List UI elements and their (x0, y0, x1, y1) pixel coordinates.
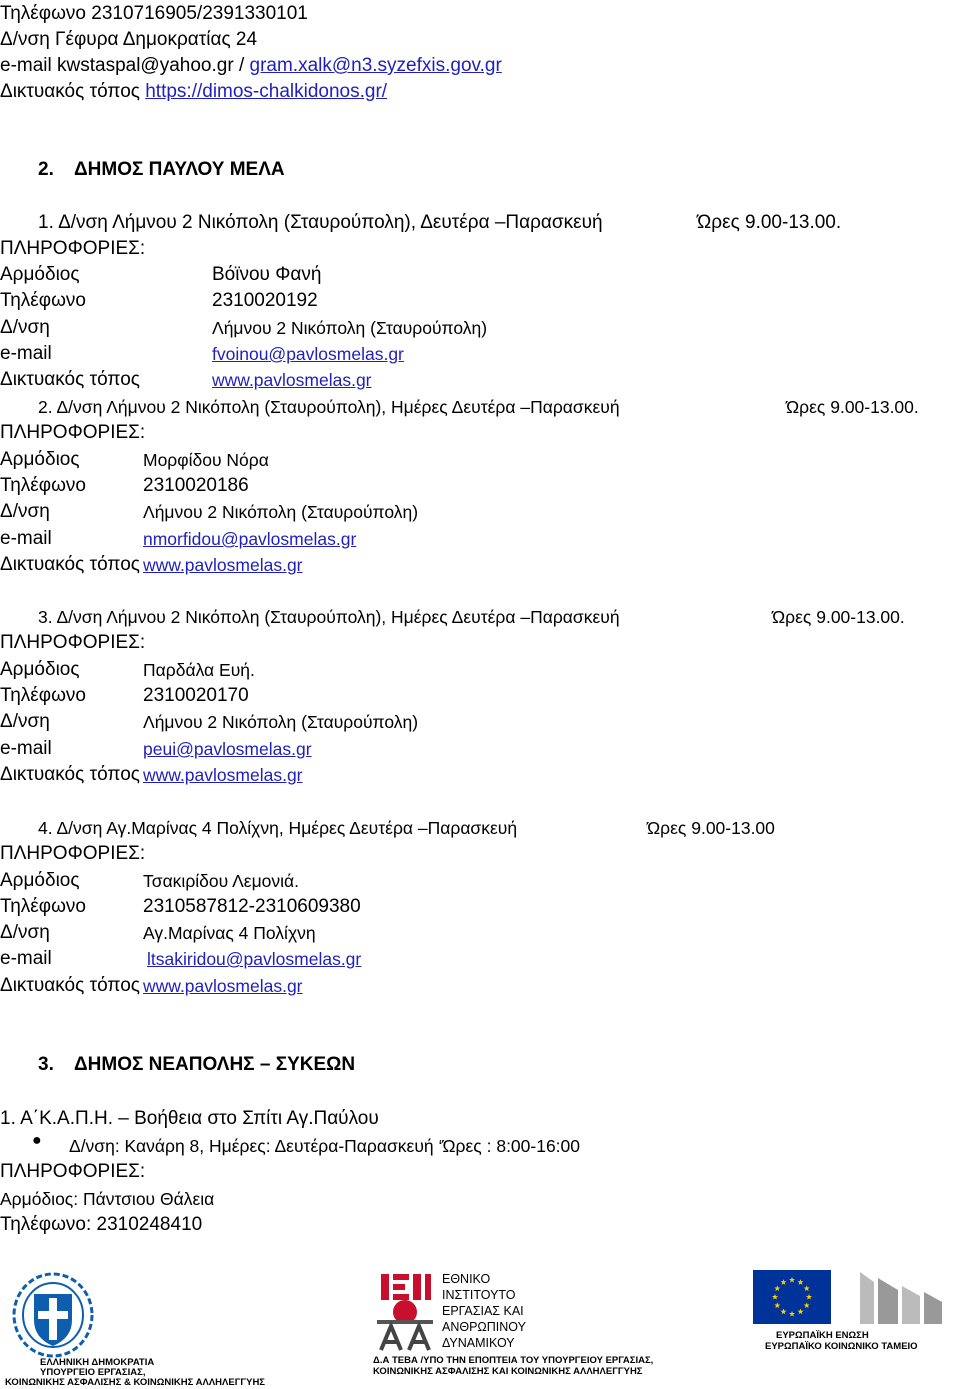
section2-title: ΔΗΜΟΣ ΠΑΥΛΟΥ ΜΕΛΑ (74, 159, 285, 180)
entry2-address-label: Δ/νση (0, 501, 50, 522)
entry4-heading: 4. Δ/νση Αγ.Μαρίνας 4 Πολίχνη, Ημέρες Δευτέρα –Παρασκευή (38, 818, 518, 838)
top-phone: Τηλέφωνο 2310716905/2391330101 (0, 3, 308, 24)
eiead-logo (375, 1270, 435, 1352)
entry3-heading: 3. Δ/νση Λήμνου 2 Νικόπολη (Σταυρούπολη), Ημέρες Δευτέρα –Παρασκευή (38, 607, 620, 627)
top-email-prefix: e-mail kwstaspal@yahoo.gr / (0, 55, 250, 76)
entry2-website[interactable]: www.pavlosmelas.gr (143, 555, 303, 575)
entry4-phone: 2310587812-2310609380 (143, 896, 361, 917)
footer-right-line1: ΕΥΡΩΠΑΪΚΗ ΕΝΩΣΗ (776, 1330, 869, 1341)
entry4-responsible-label: Αρμόδιος (0, 870, 80, 891)
section3-phone: Τηλέφωνο: 2310248410 (0, 1214, 203, 1235)
entry4-phone-label: Τηλέφωνο (0, 896, 86, 917)
eiead-text-2: ΙΝΣΤΙΤΟΥΤΟ (442, 1288, 516, 1302)
entry2-info: ΠΛΗΡΟΦΟΡΙΕΣ: (0, 422, 146, 443)
eiead-text-5: ΔΥΝΑΜΙΚΟΥ (442, 1336, 515, 1350)
eiead-logo-text (442, 1271, 526, 1351)
entry3-email-label: e-mail (0, 738, 52, 759)
footer-right-line2: ΕΥΡΩΠΑΪΚΟ ΚΟΙΝΩΝΙΚΟ ΤΑΜΕΙΟ (765, 1341, 918, 1352)
section3-number: 3. (38, 1054, 54, 1075)
entry1-address-label: Δ/νση (0, 317, 50, 338)
section3-bullet-text: Δ/νση: Κανάρη 8, Ημέρες: Δευτέρα-Παρασκευή ‘Ώρες : 8:00-16:00 (69, 1136, 581, 1156)
entry1-info: ΠΛΗΡΟΦΟΡΙΕΣ: (0, 238, 146, 259)
greek-coat-of-arms-logo (12, 1272, 94, 1358)
entry1-phone: 2310020192 (212, 290, 318, 311)
top-website-line (0, 79, 387, 105)
entry1-address: Λήμνου 2 Νικόπολη (Σταυρούπολη) (212, 318, 488, 338)
section3-title: ΔΗΜΟΣ ΝΕΑΠΟΛΗΣ – ΣΥΚΕΩΝ (74, 1054, 356, 1075)
entry4-responsible: Τσακιρίδου Λεμονιά. (143, 871, 300, 891)
eiead-text-4: ΑΝΘΡΩΠΙΝΟΥ (442, 1320, 526, 1334)
section2-number: 2. (38, 159, 54, 180)
top-website-link[interactable]: https://dimos-chalkidonos.gr/ (145, 81, 388, 102)
entry3-phone: 2310020170 (143, 685, 249, 706)
top-email-line (0, 53, 502, 79)
section3-info: ΠΛΗΡΟΦΟΡΙΕΣ: (0, 1161, 146, 1182)
eu-esf-logo (752, 1268, 958, 1330)
footer-left-line2: ΥΠΟΥΡΓΕΙΟ ΕΡΓΑΣΙΑΣ, (40, 1367, 146, 1378)
entry3-website-label: Δικτυακός τόπος (0, 764, 140, 785)
top-website-prefix: Δικτυακός τόπος (0, 81, 146, 102)
entry3-email[interactable]: peui@pavlosmelas.gr (143, 739, 312, 759)
entry4-info: ΠΛΗΡΟΦΟΡΙΕΣ: (0, 843, 146, 864)
footer-center-line2: ΚΟΙΝΩΝΙΚΗΣ ΑΣΦΑΛΙΣΗΣ ΚΑΙ ΚΟΙΝΩΝΙΚΗΣ ΑΛΛΗΛΕΓΓΥΗΣ (373, 1366, 643, 1377)
entry4-website-label: Δικτυακός τόπος (0, 975, 140, 996)
section3-responsible: Αρμόδιος: Πάντσιου Θάλεια (0, 1189, 215, 1209)
entry1-heading: 1. Δ/νση Λήμνου 2 Νικόπολη (Σταυρούπολη), Δευτέρα –Παρασκευή (38, 212, 603, 233)
entry2-email[interactable]: nmorfidou@pavlosmelas.gr (143, 529, 357, 549)
entry3-responsible: Παρδάλα Ευή. (143, 660, 255, 680)
footer-center-line1: Δ.Α ΤΕΒΑ /ΥΠΟ ΤΗΝ ΕΠΟΠΤΕΙΑ ΤΟΥ ΥΠΟΥΡΓΕΙΟΥ ΕΡΓΑΣΙΑΣ, (373, 1355, 654, 1366)
entry1-responsible: Βόϊνου Φανή (212, 264, 322, 285)
entry3-phone-label: Τηλέφωνο (0, 685, 86, 706)
entry2-website-label: Δικτυακός τόπος (0, 554, 140, 575)
entry3-hours: Ώρες 9.00-13.00. (772, 607, 905, 627)
entry1-website-label: Δικτυακός τόπος (0, 369, 140, 390)
entry2-hours: Ώρες 9.00-13.00. (786, 397, 919, 417)
eiead-text-3: ΕΡΓΑΣΙΑΣ ΚΑΙ (442, 1304, 524, 1318)
entry3-info: ΠΛΗΡΟΦΟΡΙΕΣ: (0, 632, 146, 653)
entry2-responsible: Μορφίδου Νόρα (143, 450, 269, 470)
entry2-phone: 2310020186 (143, 475, 249, 496)
entry4-website[interactable]: www.pavlosmelas.gr (143, 976, 303, 996)
top-address: Δ/νση Γέφυρα Δημοκρατίας 24 (0, 29, 258, 50)
section3-subtitle: 1. Α΄Κ.Α.Π.Η. – Βοήθεια στο Σπίτι Αγ.Παύλου (0, 1108, 379, 1129)
entry4-email-label: e-mail (0, 948, 52, 969)
entry4-email[interactable]: ltsakiridou@pavlosmelas.gr (147, 949, 362, 969)
entry1-phone-label: Τηλέφωνο (0, 290, 86, 311)
entry3-website[interactable]: www.pavlosmelas.gr (143, 765, 303, 785)
entry4-hours: Ώρες 9.00-13.00 (647, 818, 775, 838)
entry4-address-label: Δ/νση (0, 922, 50, 943)
entry1-email-label: e-mail (0, 343, 52, 364)
entry1-website[interactable]: www.pavlosmelas.gr (212, 370, 372, 390)
entry3-address-label: Δ/νση (0, 711, 50, 732)
entry2-heading: 2. Δ/νση Λήμνου 2 Νικόπολη (Σταυρούπολη), Ημέρες Δευτέρα –Παρασκευή (38, 397, 620, 417)
entry1-responsible-label: Αρμόδιος (0, 264, 80, 285)
entry3-address: Λήμνου 2 Νικόπολη (Σταυρούπολη) (143, 712, 419, 732)
footer-left-line3: ΚΟΙΝΩΝΙΚΗΣ ΑΣΦΑΛΙΣΗΣ & ΚΟΙΝΩΝΙΚΗΣ ΑΛΛΗΛΕΓΓΥΗΣ (5, 1377, 266, 1388)
entry2-address: Λήμνου 2 Νικόπολη (Σταυρούπολη) (143, 502, 419, 522)
entry1-hours: Ώρες 9.00-13.00. (697, 212, 842, 233)
entry2-email-label: e-mail (0, 528, 52, 549)
entry2-phone-label: Τηλέφωνο (0, 475, 86, 496)
entry4-address: Αγ.Μαρίνας 4 Πολίχνη (143, 923, 316, 943)
top-email-link[interactable]: gram.xalk@n3.syzefxis.gov.gr (249, 55, 502, 76)
footer-left-line1: ΕΛΛΗΝΙΚΗ ΔΗΜΟΚΡΑΤΙΑ (40, 1357, 155, 1368)
entry1-email[interactable]: fvoinou@pavlosmelas.gr (212, 344, 404, 364)
eiead-text-1: ΕΘΝΙΚΟ (442, 1272, 491, 1286)
entry2-responsible-label: Αρμόδιος (0, 449, 80, 470)
bullet-dot: ● (32, 1132, 42, 1149)
entry3-responsible-label: Αρμόδιος (0, 659, 80, 680)
